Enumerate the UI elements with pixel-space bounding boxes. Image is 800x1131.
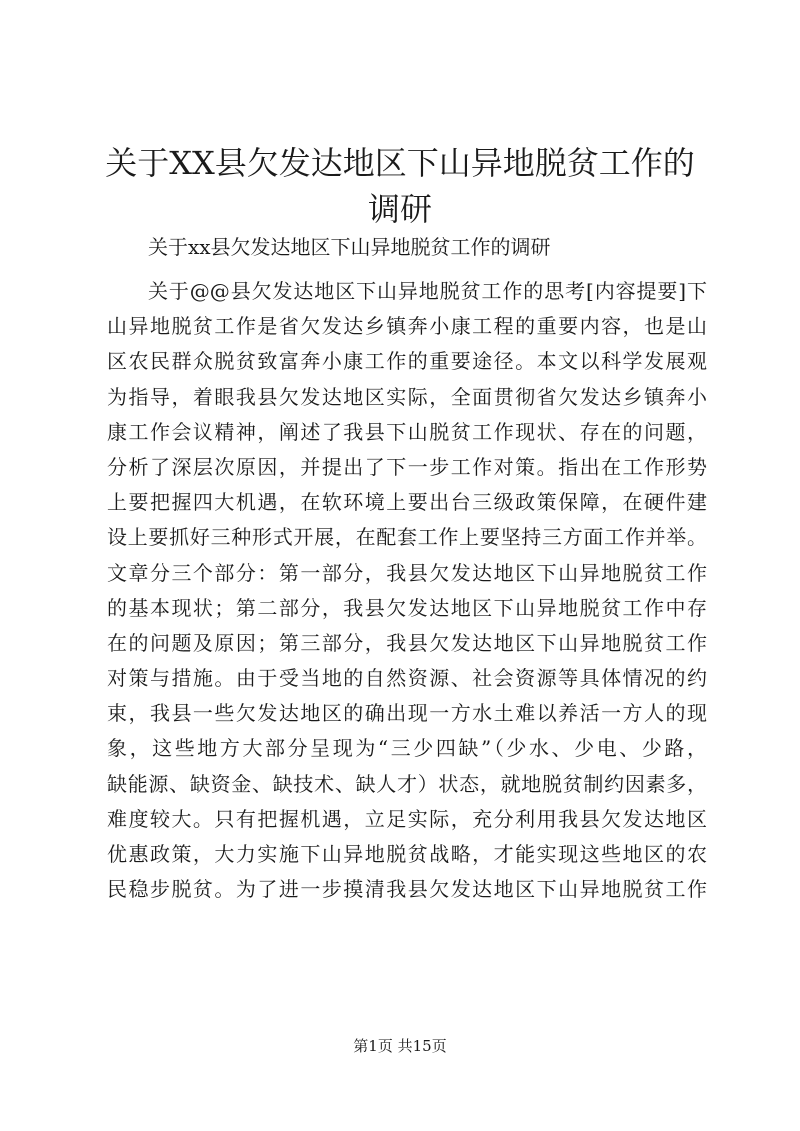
body-line: 文章分三个部分：第一部分，我县欠发达地区下山异地脱贫工作 [107, 560, 707, 585]
body-line: 设上要抓好三种形式开展，在配套工作上要坚持三方面工作并举。 [107, 525, 707, 550]
body-line: 优惠政策，大力实施下山异地脱贫战略，才能实现这些地区的农 [107, 842, 707, 866]
body-line: 的基本现状；第二部分，我县欠发达地区下山异地脱贫工作中存 [107, 595, 707, 620]
body-line: 为指导，着眼我县欠发达地区实际，全面贯彻省欠发达乡镇奔小 [107, 384, 707, 409]
body-line: 关于@@县欠发达地区下山异地脱贫工作的思考[内容提要]下 [148, 279, 707, 303]
body-line: 康工作会议精神，阐述了我县下山脱贫工作现状、存在的问题， [107, 419, 707, 444]
body-line: 缺能源、缺资金、缺技术、缺人才）状态，就地脱贫制约因素多， [107, 771, 707, 796]
body-line: 难度较大。只有把握机遇，立足实际，充分利用我县欠发达地区 [107, 806, 707, 831]
document-title: 关于XX县欠发达地区下山异地脱贫工作的调研 [105, 144, 695, 228]
body-line: 山异地脱贫工作是省欠发达乡镇奔小康工程的重要内容，也是山 [107, 314, 707, 339]
body-line: 区农民群众脱贫致富奔小康工作的重要途径。本文以科学发展观 [107, 349, 707, 374]
body-line: 对策与措施。由于受当地的自然资源、社会资源等具体情况的约 [107, 666, 707, 691]
document-body [107, 274, 707, 907]
document-subtitle: 关于xx县欠发达地区下山异地脱贫工作的调研 [148, 235, 551, 259]
body-line: 在的问题及原因；第三部分，我县欠发达地区下山异地脱贫工作 [107, 630, 707, 655]
body-line: 分析了深层次原因，并提出了下一步工作对策。指出在工作形势 [107, 454, 707, 479]
body-line: 束，我县一些欠发达地区的确出现一方水土难以养活一方人的现 [107, 701, 707, 726]
body-line: 上要把握四大机遇，在软环境上要出台三级政策保障，在硬件建 [107, 490, 707, 515]
page-footer: 第1页 共15页 [353, 1037, 447, 1055]
body-line: 象，这些地方大部分呈现为“三少四缺”（少水、少电、少路， [107, 736, 707, 761]
body-line: 民稳步脱贫。为了进一步摸清我县欠发达地区下山异地脱贫工作 [107, 877, 707, 902]
